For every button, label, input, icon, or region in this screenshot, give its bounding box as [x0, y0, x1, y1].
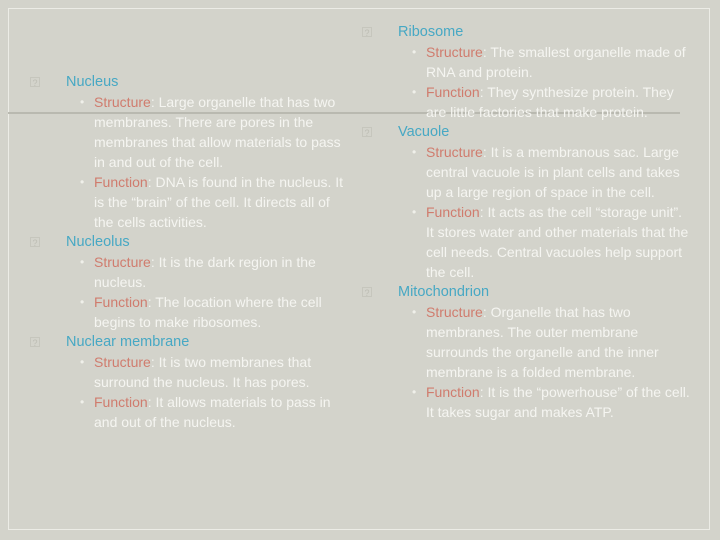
dot-bullet-icon: •: [80, 395, 85, 409]
structure-text: : Large organelle that has two membranes. There are pores in the membranes that allow materials to pass in and out of the cell.: [94, 94, 341, 170]
function-label: Function: [94, 294, 148, 310]
topic-nucleolus: [30, 232, 350, 332]
topic-mitochondrion: [362, 282, 692, 422]
topic-heading: Nucleolus: [66, 234, 130, 250]
function-item: [66, 172, 350, 232]
structure-text: : Organelle that has two membranes. The outer membrane surrounds the organelle and the inner membrane is a folded membrane.: [426, 304, 659, 380]
function-label: Function: [94, 394, 148, 410]
structure-text: : It is two membranes that surround the nucleus. It has pores.: [94, 354, 312, 390]
dot-bullet-icon: •: [412, 45, 417, 59]
function-label: Function: [94, 174, 148, 190]
square-bullet-icon: ?: [30, 77, 40, 87]
structure-item: [66, 352, 350, 392]
function-text: : They synthesize protein. They are little factories that make protein.: [426, 84, 674, 120]
function-text: : It allows materials to pass in and out of the nucleus.: [94, 394, 331, 430]
dot-bullet-icon: •: [412, 305, 417, 319]
square-bullet-icon: ?: [362, 287, 372, 297]
topic-heading: Nuclear membrane: [66, 334, 190, 350]
function-label: Function: [426, 84, 480, 100]
square-bullet-icon: ?: [362, 127, 372, 137]
structure-item: [398, 302, 692, 382]
topic-nucleus: [30, 72, 350, 232]
structure-label: Structure: [94, 94, 151, 110]
structure-text: : The smallest organelle made of RNA and protein.: [426, 44, 686, 80]
structure-text: : It is the dark region in the nucleus.: [94, 254, 316, 290]
structure-label: Structure: [426, 144, 483, 160]
structure-label: Structure: [94, 254, 151, 270]
dot-bullet-icon: •: [412, 205, 417, 219]
dot-bullet-icon: •: [412, 145, 417, 159]
function-item: [398, 202, 692, 282]
square-bullet-icon: ?: [30, 237, 40, 247]
structure-label: Structure: [426, 44, 483, 60]
dot-bullet-icon: •: [80, 255, 85, 269]
topic-ribosome: [362, 22, 692, 122]
topic-heading: Vacuole: [398, 124, 450, 140]
structure-item: [398, 42, 692, 82]
function-label: Function: [426, 204, 480, 220]
square-bullet-icon: ?: [30, 337, 40, 347]
structure-item: [66, 252, 350, 292]
topic-heading: Mitochondrion: [398, 284, 490, 300]
function-item: [398, 382, 692, 422]
function-text: : It is the “powerhouse” of the cell. It takes sugar and makes ATP.: [426, 384, 690, 420]
structure-item: [398, 142, 692, 202]
square-bullet-icon: ?: [362, 27, 372, 37]
topic-heading: Ribosome: [398, 24, 464, 40]
function-text: : It acts as the cell “storage unit”. It stores water and other materials that the cell needs. Central vacuoles help support the cell.: [426, 204, 689, 280]
dot-bullet-icon: •: [412, 385, 417, 399]
function-item: [66, 292, 350, 332]
structure-label: Structure: [94, 354, 151, 370]
function-item: [66, 392, 350, 432]
dot-bullet-icon: •: [80, 355, 85, 369]
topic-vacuole: [362, 122, 692, 282]
topic-nuclear-membrane: [30, 332, 350, 432]
dot-bullet-icon: •: [80, 295, 85, 309]
function-item: [398, 82, 692, 122]
dot-bullet-icon: •: [412, 85, 417, 99]
dot-bullet-icon: •: [80, 95, 85, 109]
left-column: [30, 72, 350, 432]
function-text: : The location where the cell begins to make ribosomes.: [94, 294, 322, 330]
right-column: [362, 22, 692, 422]
structure-item: [66, 92, 350, 172]
structure-label: Structure: [426, 304, 483, 320]
structure-text: : It is a membranous sac. Large central vacuole is in plant cells and takes up a large region of space in the cell.: [426, 144, 680, 200]
topic-heading: Nucleus: [66, 74, 119, 90]
dot-bullet-icon: •: [80, 175, 85, 189]
function-text: : DNA is found in the nucleus. It is the “brain” of the cell. It directs all of the cells activities.: [94, 174, 344, 230]
function-label: Function: [426, 384, 480, 400]
